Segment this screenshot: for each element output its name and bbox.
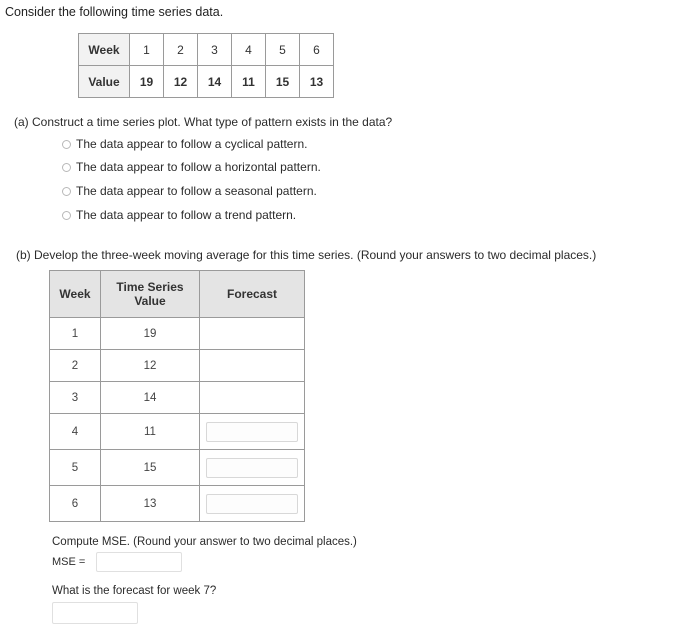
value-row	[79, 66, 334, 98]
week-cell: 3	[50, 382, 101, 414]
forecast-cell	[200, 414, 305, 450]
option-label: The data appear to follow a cyclical pattern.	[76, 137, 308, 151]
value-cell: 12	[164, 66, 198, 98]
value-cell: 12	[101, 350, 200, 382]
week-column-header: Week	[50, 271, 101, 318]
week-cell: 4	[50, 414, 101, 450]
radio-button[interactable]	[62, 187, 71, 196]
week-cell: 6	[50, 486, 101, 522]
table-header-row	[50, 271, 305, 318]
radio-button[interactable]	[62, 140, 71, 149]
table-row	[50, 382, 305, 414]
radio-button[interactable]	[62, 211, 71, 220]
table-row	[50, 414, 305, 450]
mse-prompt: Compute MSE. (Round your answer to two decimal places.)	[52, 536, 357, 548]
week-cell: 2	[50, 350, 101, 382]
value-header: Value	[79, 66, 130, 98]
value-cell: 13	[101, 486, 200, 522]
forecast-column-header: Forecast	[200, 271, 305, 318]
value-cell: 11	[232, 66, 266, 98]
mse-label: MSE =	[52, 556, 86, 568]
part-a-question: (a) Construct a time series plot. What type of pattern exists in the data?	[14, 115, 393, 129]
week-cell: 1	[50, 318, 101, 350]
week-cell: 5	[266, 34, 300, 66]
mse-input[interactable]	[96, 552, 182, 572]
week-cell: 5	[50, 450, 101, 486]
value-cell: 13	[300, 66, 334, 98]
value-header-line2: Value	[134, 294, 166, 308]
option-label: The data appear to follow a trend pattern.	[76, 208, 297, 222]
value-cell: 14	[101, 382, 200, 414]
value-cell: 11	[101, 414, 200, 450]
part-b-question: (b) Develop the three-week moving average for this time series. (Round your answers to two decimal places.)	[16, 248, 597, 262]
value-column-header	[101, 271, 200, 318]
option-trend[interactable]	[62, 208, 296, 222]
table-row	[50, 350, 305, 382]
value-cell: 19	[101, 318, 200, 350]
radio-button[interactable]	[62, 163, 71, 172]
option-label: The data appear to follow a seasonal pattern.	[76, 184, 317, 198]
table-row	[50, 486, 305, 522]
option-seasonal[interactable]	[62, 184, 317, 198]
option-label: The data appear to follow a horizontal pattern.	[76, 160, 321, 174]
value-cell: 15	[266, 66, 300, 98]
moving-average-table	[49, 270, 305, 522]
forecast-cell	[200, 486, 305, 522]
forecast-cell	[200, 450, 305, 486]
table-row	[50, 450, 305, 486]
table-row	[50, 318, 305, 350]
forecast-week7-input[interactable]	[52, 602, 138, 624]
week-cell: 2	[164, 34, 198, 66]
forecast-cell	[200, 350, 305, 382]
week-cell: 3	[198, 34, 232, 66]
forecast-input-week-6[interactable]	[206, 494, 298, 514]
forecast-input-week-5[interactable]	[206, 458, 298, 478]
week-cell: 6	[300, 34, 334, 66]
forecast-input-week-4[interactable]	[206, 422, 298, 442]
value-cell: 19	[130, 66, 164, 98]
forecast-cell	[200, 382, 305, 414]
week-row	[79, 34, 334, 66]
option-cyclical[interactable]	[62, 137, 307, 151]
week-cell: 1	[130, 34, 164, 66]
problem-intro: Consider the following time series data.	[5, 5, 224, 19]
value-cell: 15	[101, 450, 200, 486]
value-cell: 14	[198, 66, 232, 98]
time-series-data-table	[78, 33, 334, 98]
option-horizontal[interactable]	[62, 160, 321, 174]
week-header: Week	[79, 34, 130, 66]
forecast-cell	[200, 318, 305, 350]
value-header-line1: Time Series	[116, 280, 184, 294]
forecast-week7-prompt: What is the forecast for week 7?	[52, 585, 217, 597]
week-cell: 4	[232, 34, 266, 66]
